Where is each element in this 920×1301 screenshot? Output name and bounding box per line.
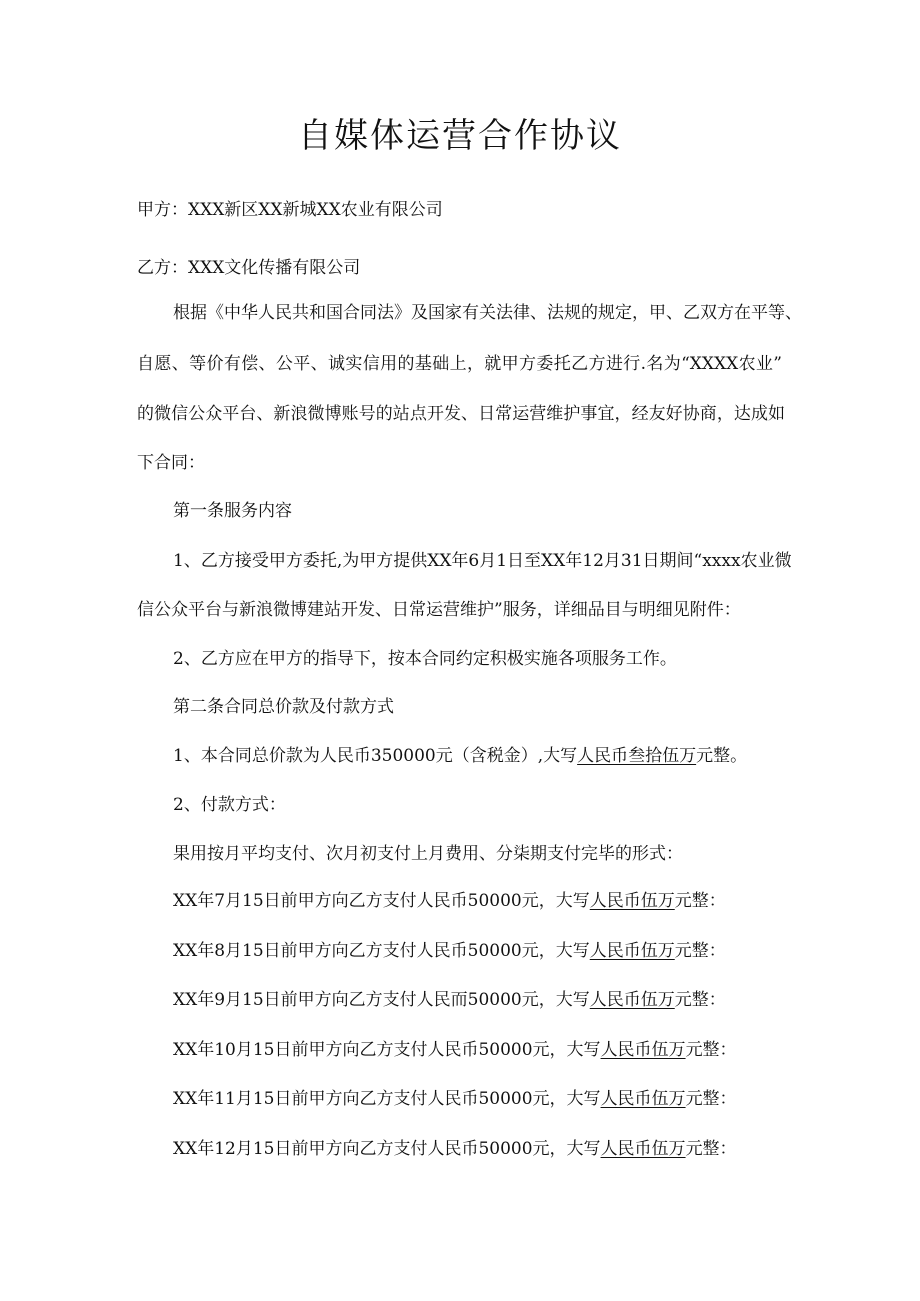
payment-line: XX年7月15日前甲方向乙方支付人民币50000元，大写人民币伍万元整： — [173, 891, 726, 911]
article2-item1-amount: 人民币叁拾伍万 — [577, 746, 697, 766]
intro-line-3: 的微信公众平台、新浪微博账号的站点开发、日常运营维护事宜，经友好协商，达成如 — [137, 404, 785, 424]
article2-heading: 第二条合同总价款及付款方式 — [173, 697, 394, 717]
article1-item1-line2: 信公众平台与新浪微博建站开发、日常运营维护”服务，详细品目与明细见附件： — [137, 600, 741, 620]
payment-line: XX年10月15日前甲方向乙方支付人民币50000元，大写人民币伍万元整： — [173, 1040, 737, 1060]
article1-item2: 2、乙方应在甲方的指导下，按本合同约定积极实施各项服务工作。 — [173, 649, 677, 669]
article1-heading: 第一条服务内容 — [173, 501, 292, 521]
document-title: 自媒体运营合作协议 — [298, 116, 622, 156]
article1-item1-line1: 1、乙方接受甲方委托,为甲方提供XX年6月1日至XX年12月31日期间“xxxx农业微 — [173, 551, 792, 571]
payment-line: XX年8月15日前甲方向乙方支付人民币50000元，大写人民币伍万元整： — [173, 941, 726, 961]
article2-item1-suffix: 元整。 — [696, 746, 748, 766]
party-b: 乙方：XXX文化传播有限公司 — [137, 258, 361, 278]
article2-item2: 2、付款方式： — [173, 795, 286, 815]
article2-item1-prefix: 1、本合同总价款为人民币350000元（含税金）,大写 — [173, 746, 578, 766]
payment-line: XX年11月15日前甲方向乙方支付人民币50000元，大写人民币伍万元整： — [173, 1089, 737, 1109]
payment-method: 果用按月平均支付、次月初支付上月费用、分柒期支付完毕的形式： — [173, 844, 683, 864]
intro-line-1: 根据《中华人民共和国合同法》及国家有关法律、法规的规定，甲、乙双方在平等、 — [173, 303, 802, 323]
payment-line: XX年9月15日前甲方向乙方支付人民而50000元，大写人民币伍万元整： — [173, 990, 726, 1010]
intro-line-4: 下合同： — [137, 453, 205, 473]
payment-line: XX年12月15日前甲方向乙方支付人民币50000元，大写人民币伍万元整： — [173, 1139, 737, 1159]
article2-item1 — [173, 743, 747, 769]
intro-line-2: 自愿、等价有偿、公平、诚实信用的基础上，就甲方委托乙方进行.名为“XXXX农业” — [137, 354, 782, 374]
party-a: 甲方：XXX新区XX新城XX农业有限公司 — [137, 200, 443, 220]
